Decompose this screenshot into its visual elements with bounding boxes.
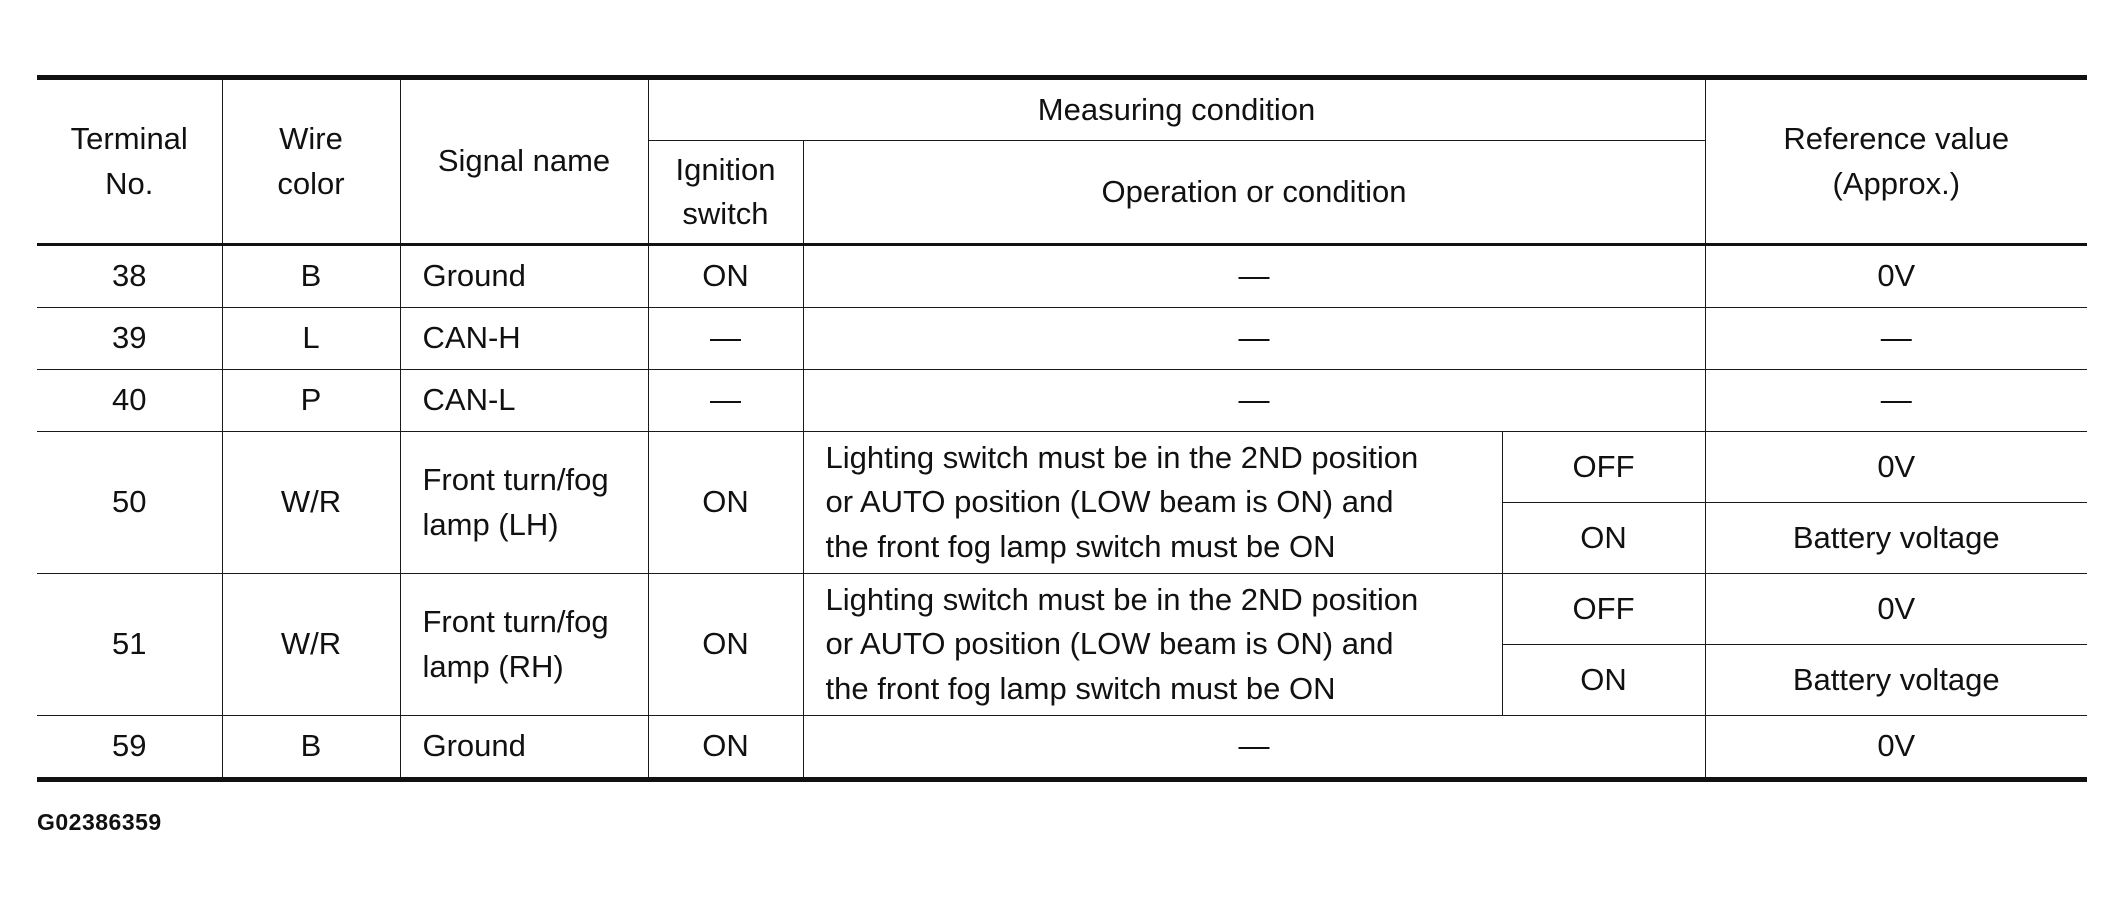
operation-cell	[803, 432, 1502, 574]
operation-line: or AUTO position (LOW beam is ON) and	[825, 484, 1394, 520]
terminal-cell: 59	[37, 716, 222, 780]
switch-state-cell: ON	[1502, 645, 1705, 716]
header-row-1	[37, 78, 2087, 141]
header-reference-value	[1705, 78, 2087, 245]
reference-value-cell: 0V	[1705, 432, 2087, 503]
operation-line: or AUTO position (LOW beam is ON) and	[825, 626, 1394, 662]
signal-name-cell: Ground	[400, 716, 648, 780]
header-text: Wire	[279, 121, 343, 157]
ignition-switch-cell: ON	[648, 574, 803, 716]
header-terminal-no	[37, 78, 222, 245]
table-row	[37, 370, 2087, 432]
signal-name-cell: CAN-H	[400, 308, 648, 370]
wire-color-cell: W/R	[222, 574, 400, 716]
switch-state-cell: OFF	[1502, 574, 1705, 645]
header-text: Terminal	[70, 121, 188, 157]
signal-name-cell	[400, 432, 648, 574]
reference-value-cell: 0V	[1705, 574, 2087, 645]
header-ignition-switch	[648, 141, 803, 245]
wire-color-cell: P	[222, 370, 400, 432]
operation-line: the front fog lamp switch must be ON	[825, 528, 1336, 564]
wire-color-cell: W/R	[222, 432, 400, 574]
terminal-cell: 50	[37, 432, 222, 574]
ignition-switch-cell: ON	[648, 716, 803, 780]
operation-cell: —	[803, 370, 1705, 432]
header-text: Ignition	[675, 151, 776, 187]
reference-value-cell: —	[1705, 370, 2087, 432]
ignition-switch-cell: ON	[648, 432, 803, 574]
header-measuring-condition: Measuring condition	[648, 78, 1705, 141]
header-text: Reference value	[1783, 121, 2010, 157]
operation-line: the front fog lamp switch must be ON	[825, 670, 1336, 706]
table-row	[37, 716, 2087, 780]
terminal-cell: 39	[37, 308, 222, 370]
header-text: switch	[682, 196, 769, 231]
header-signal-name: Signal name	[400, 78, 648, 245]
switch-state-cell: OFF	[1502, 432, 1705, 503]
header-wire-color	[222, 78, 400, 245]
reference-value-cell: 0V	[1705, 245, 2087, 308]
signal-name-line: Front turn/fog	[422, 604, 609, 640]
terminal-cell: 40	[37, 370, 222, 432]
operation-cell: —	[803, 245, 1705, 308]
operation-cell: —	[803, 716, 1705, 780]
wire-color-cell: L	[222, 308, 400, 370]
table-row	[37, 432, 2087, 503]
terminal-cell: 51	[37, 574, 222, 716]
reference-value-cell: Battery voltage	[1705, 645, 2087, 716]
switch-state-cell: ON	[1502, 503, 1705, 574]
signal-name-line: lamp (LH)	[422, 506, 559, 542]
header-text: (Approx.)	[1832, 165, 1961, 201]
wire-color-cell: B	[222, 245, 400, 308]
signal-name-cell: CAN-L	[400, 370, 648, 432]
header-operation-or-condition: Operation or condition	[803, 141, 1705, 245]
reference-value-cell: —	[1705, 308, 2087, 370]
reference-value-cell: Battery voltage	[1705, 503, 2087, 574]
ignition-switch-cell: —	[648, 308, 803, 370]
signal-name-line: Front turn/fog	[422, 462, 609, 498]
terminal-reference-table	[37, 75, 2087, 782]
signal-name-cell: Ground	[400, 245, 648, 308]
reference-value-cell: 0V	[1705, 716, 2087, 780]
operation-cell	[803, 574, 1502, 716]
ignition-switch-cell: ON	[648, 245, 803, 308]
table-row	[37, 308, 2087, 370]
header-text: No.	[105, 165, 154, 201]
terminal-cell: 38	[37, 245, 222, 308]
operation-cell: —	[803, 308, 1705, 370]
header-text: color	[277, 165, 345, 201]
signal-name-cell	[400, 574, 648, 716]
operation-line: Lighting switch must be in the 2ND position	[825, 582, 1419, 618]
signal-name-line: lamp (RH)	[422, 648, 564, 684]
wire-color-cell: B	[222, 716, 400, 780]
table-row	[37, 245, 2087, 308]
operation-line: Lighting switch must be in the 2ND position	[825, 440, 1419, 476]
ignition-switch-cell: —	[648, 370, 803, 432]
table-row	[37, 574, 2087, 645]
figure-id: G02386359	[37, 809, 162, 835]
